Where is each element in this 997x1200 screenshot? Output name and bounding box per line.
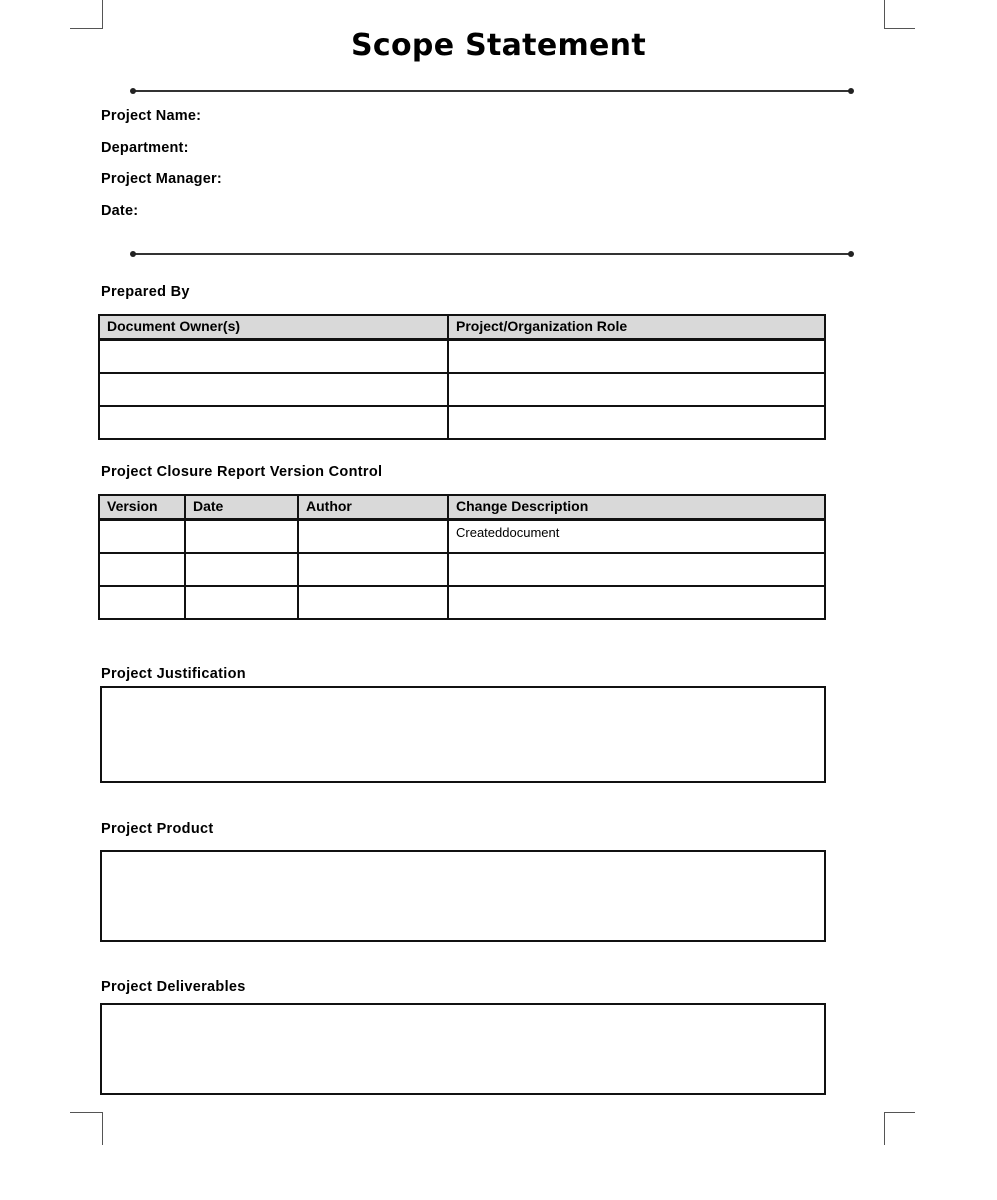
field-department: Department: [101,140,189,156]
table-cell[interactable] [99,340,448,373]
table-cell[interactable] [185,520,298,553]
project-justification-heading: Project Justification [101,666,246,682]
table-row [99,586,825,619]
table-cell[interactable] [298,520,448,553]
field-date: Date: [101,203,139,219]
project-deliverables-heading: Project Deliverables [101,979,246,995]
table-cell[interactable] [448,586,825,619]
column-header: Project/Organization Role [448,315,825,340]
field-project-name: Project Name: [101,108,202,124]
table-row [99,406,825,439]
table-cell[interactable] [99,520,185,553]
prepared-by-table [98,314,826,440]
column-header: Date [185,495,298,520]
divider-top [132,90,850,92]
table-cell[interactable] [448,373,825,406]
table-row [99,340,825,373]
prepared-by-heading: Prepared By [101,284,190,300]
table-row [99,553,825,586]
table-cell[interactable] [448,406,825,439]
table-cell[interactable] [99,553,185,586]
version-control-table [98,494,826,620]
table-cell[interactable] [185,586,298,619]
table-cell[interactable] [99,373,448,406]
table-cell[interactable] [448,340,825,373]
column-header: Version [99,495,185,520]
table-cell[interactable] [298,553,448,586]
divider-bottom [132,253,850,255]
column-header: Author [298,495,448,520]
crop-mark-top-right [884,0,915,29]
crop-mark-top-left [70,0,103,29]
project-justification-box[interactable] [100,686,826,783]
crop-mark-bottom-right [884,1112,915,1145]
project-product-heading: Project Product [101,821,214,837]
page-title: Scope Statement [351,28,646,63]
table-cell[interactable] [185,553,298,586]
table-header-row [99,495,825,520]
project-deliverables-box[interactable] [100,1003,826,1095]
table-row [99,373,825,406]
column-header: Document Owner(s) [99,315,448,340]
table-cell[interactable] [298,586,448,619]
table-row [99,520,825,553]
field-project-manager: Project Manager: [101,171,222,187]
version-control-heading: Project Closure Report Version Control [101,464,383,480]
project-product-box[interactable] [100,850,826,942]
table-cell[interactable] [448,553,825,586]
crop-mark-bottom-left [70,1112,103,1145]
column-header: Change Description [448,495,825,520]
table-header-row [99,315,825,340]
change-description-cell[interactable]: Createddocument [448,520,825,553]
table-cell[interactable] [99,586,185,619]
table-cell[interactable] [99,406,448,439]
